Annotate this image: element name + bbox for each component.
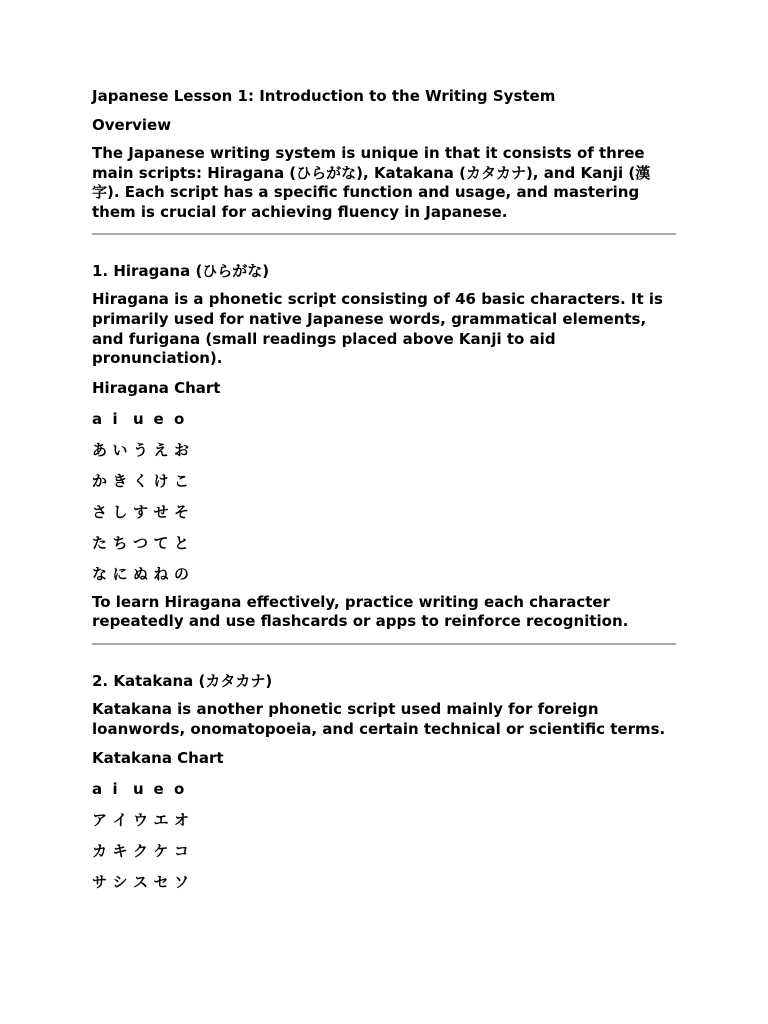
kana-cell: し xyxy=(112,502,128,521)
kana-cell: ケ xyxy=(153,842,169,861)
katakana-chart xyxy=(92,779,676,892)
overview-text: The Japanese writing system is unique in that it consists of three main scripts: Hiragana (ひらがな), Katakana (カタカナ), and Kanji (漢字). Each script has a specific function and usage, and mastering them is crucial for achieving fluency in Japanese. xyxy=(92,144,651,221)
kana-cell: と xyxy=(174,533,190,552)
kana-cell: す xyxy=(133,502,149,521)
kana-cell: ぬ xyxy=(133,564,149,583)
kana-cell: て xyxy=(153,533,169,552)
hiragana-chart-header-row xyxy=(92,409,676,429)
kana-cell: い xyxy=(112,440,128,459)
chart-header-cell: i xyxy=(112,409,118,428)
hiragana-chart-row xyxy=(92,440,676,460)
hiragana-chart-row xyxy=(92,533,676,553)
katakana-heading: 2. Katakana (カタカナ) xyxy=(92,671,273,690)
kana-cell: そ xyxy=(174,502,190,521)
kana-cell: ち xyxy=(112,533,128,552)
kana-cell: こ xyxy=(174,471,190,490)
kana-cell: コ xyxy=(174,842,190,861)
kana-cell: ス xyxy=(133,873,149,892)
kana-cell: き xyxy=(112,471,128,490)
kana-cell: お xyxy=(174,440,190,459)
chart-header-cell: e xyxy=(153,780,164,799)
kana-cell: オ xyxy=(174,811,190,830)
chart-header-cell: i xyxy=(112,780,118,799)
chart-header-cell: o xyxy=(174,409,185,428)
section-divider xyxy=(92,643,676,645)
kana-cell: く xyxy=(133,471,149,490)
kana-cell: イ xyxy=(112,811,128,830)
katakana-chart-row xyxy=(92,810,676,830)
hiragana-chart-title: Hiragana Chart xyxy=(92,378,221,397)
kana-cell: シ xyxy=(112,873,128,892)
document-title: Japanese Lesson 1: Introduction to the Writing System xyxy=(92,87,556,105)
hiragana-chart xyxy=(92,409,676,584)
kana-cell: エ xyxy=(153,811,169,830)
kana-cell: に xyxy=(112,564,128,583)
hiragana-text: Hiragana is a phonetic script consisting of 46 basic characters. It is primarily used for native Japanese words, grammatical elements, and furigana (small readings placed above Kanji to aid pronunciation). xyxy=(92,290,663,368)
kana-cell: せ xyxy=(153,502,169,521)
katakana-text: Katakana is another phonetic script used mainly for foreign loanwords, onomatopoeia, and certain technical or scientific terms. xyxy=(92,699,666,738)
kana-cell: カ xyxy=(92,842,108,861)
kana-cell: ね xyxy=(153,564,169,583)
kana-cell: ウ xyxy=(133,811,149,830)
chart-header-cell: u xyxy=(133,409,144,428)
hiragana-chart-row xyxy=(92,502,676,522)
kana-cell: う xyxy=(133,440,149,459)
kana-cell: キ xyxy=(112,842,128,861)
overview-heading: Overview xyxy=(92,116,172,134)
kana-cell: サ xyxy=(92,873,108,892)
hiragana-heading: 1. Hiragana (ひらがな) xyxy=(92,262,270,281)
kana-cell: ソ xyxy=(174,873,190,892)
katakana-chart-row xyxy=(92,841,676,861)
chart-header-cell: e xyxy=(153,409,164,428)
kana-cell: か xyxy=(92,471,108,490)
katakana-chart-title: Katakana Chart xyxy=(92,749,224,768)
kana-cell: あ xyxy=(92,440,108,459)
kana-cell: の xyxy=(174,564,190,583)
kana-cell: ア xyxy=(92,811,108,830)
kana-cell: な xyxy=(92,564,108,583)
kana-cell: え xyxy=(153,440,169,459)
kana-cell: け xyxy=(153,471,169,490)
chart-header-cell: u xyxy=(133,780,144,799)
katakana-chart-row xyxy=(92,872,676,892)
kana-cell: セ xyxy=(153,873,169,892)
kana-cell: ク xyxy=(133,842,149,861)
katakana-chart-header-row xyxy=(92,779,676,799)
kana-cell: た xyxy=(92,533,108,552)
kana-cell: つ xyxy=(133,533,149,552)
chart-header-cell: a xyxy=(92,780,103,799)
chart-header-cell: o xyxy=(174,780,185,799)
section-divider xyxy=(92,233,676,235)
chart-header-cell: a xyxy=(92,409,103,428)
hiragana-chart-row xyxy=(92,564,676,584)
hiragana-chart-row xyxy=(92,471,676,491)
kana-cell: さ xyxy=(92,502,108,521)
hiragana-tip: To learn Hiragana effectively, practice writing each character repeatedly and use flashcards or apps to reinforce recognition. xyxy=(92,592,629,631)
